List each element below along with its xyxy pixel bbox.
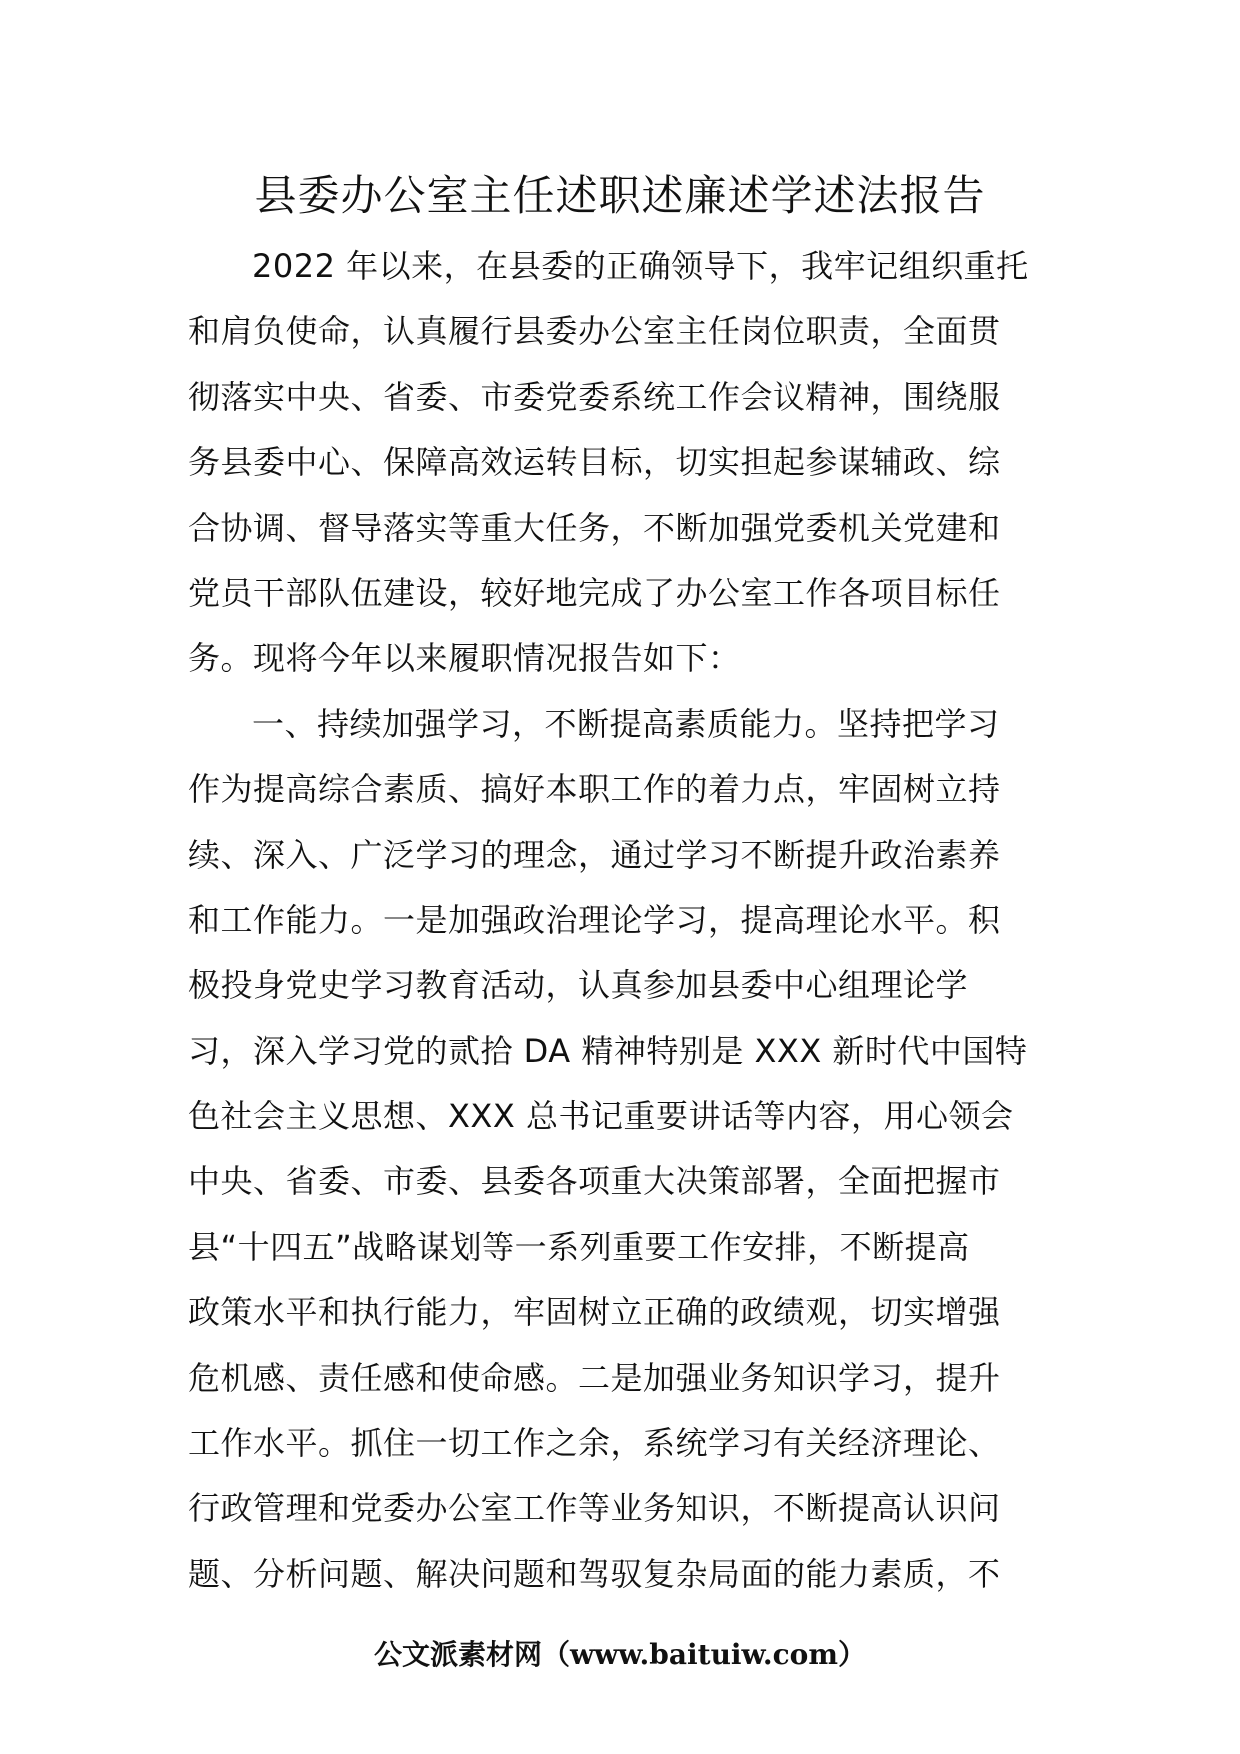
body-line: 县“十四五”战略谋划等一系列重要工作安排，不断提高	[188, 1227, 970, 1266]
body-line: 色社会主义思想、XXX 总书记重要讲话等内容，用心领会	[188, 1097, 1014, 1136]
body-line: 务县委中心、保障高效运转目标，切实担起参谋辅政、综	[188, 443, 1001, 482]
body-line: 2022 年以来，在县委的正确领导下，我牢记组织重托	[252, 247, 1029, 285]
body-line: 行政管理和党委办公室工作等业务知识，不断提高认识问	[188, 1489, 1001, 1528]
body-line: 彻落实中央、省委、市委党委系统工作会议精神，围绕服	[188, 377, 1001, 416]
section-heading-line: 一、持续加强学习，不断提高素质能力。坚持把学习	[252, 704, 1000, 743]
body-line: 危机感、责任感和使命感。二是加强业务知识学习，提升	[188, 1358, 1001, 1397]
body-line: 工作水平。抓住一切工作之余，系统学习有关经济理论、	[188, 1424, 1001, 1463]
body-line: 作为提高综合素质、搞好本职工作的着力点，牢固树立持	[188, 770, 1001, 809]
document-body	[188, 234, 1058, 1607]
body-line: 题、分析问题、解决问题和驾驭复杂局面的能力素质，不	[188, 1554, 1001, 1593]
body-line: 党员干部队伍建设，较好地完成了办公室工作各项目标任	[188, 573, 1001, 612]
body-line: 政策水平和执行能力，牢固树立正确的政绩观，切实增强	[188, 1293, 1001, 1332]
body-line: 中央、省委、市委、县委各项重大决策部署，全面把握市	[188, 1162, 1001, 1201]
body-line: 续、深入、广泛学习的理念，通过学习不断提升政治素养	[188, 835, 1001, 874]
body-line: 和肩负使命，认真履行县委办公室主任岗位职责，全面贯	[188, 312, 1001, 351]
body-line: 极投身党史学习教育活动，认真参加县委中心组理论学	[188, 966, 969, 1005]
document-title: 县委办公室主任述职述廉述学述法报告	[254, 171, 986, 220]
body-line: 合协调、督导落实等重大任务，不断加强党委机关党建和	[188, 508, 1001, 547]
body-line: 习，深入学习党的贰拾 DA 精神特别是 XXX 新时代中国特	[188, 1031, 1028, 1070]
footer-watermark: 公文派素材网（www.baituiw.com）	[374, 1638, 866, 1671]
body-line: 和工作能力。一是加强政治理论学习，提高理论水平。积	[188, 900, 1001, 939]
body-line: 务。现将今年以来履职情况报告如下：	[188, 639, 741, 678]
